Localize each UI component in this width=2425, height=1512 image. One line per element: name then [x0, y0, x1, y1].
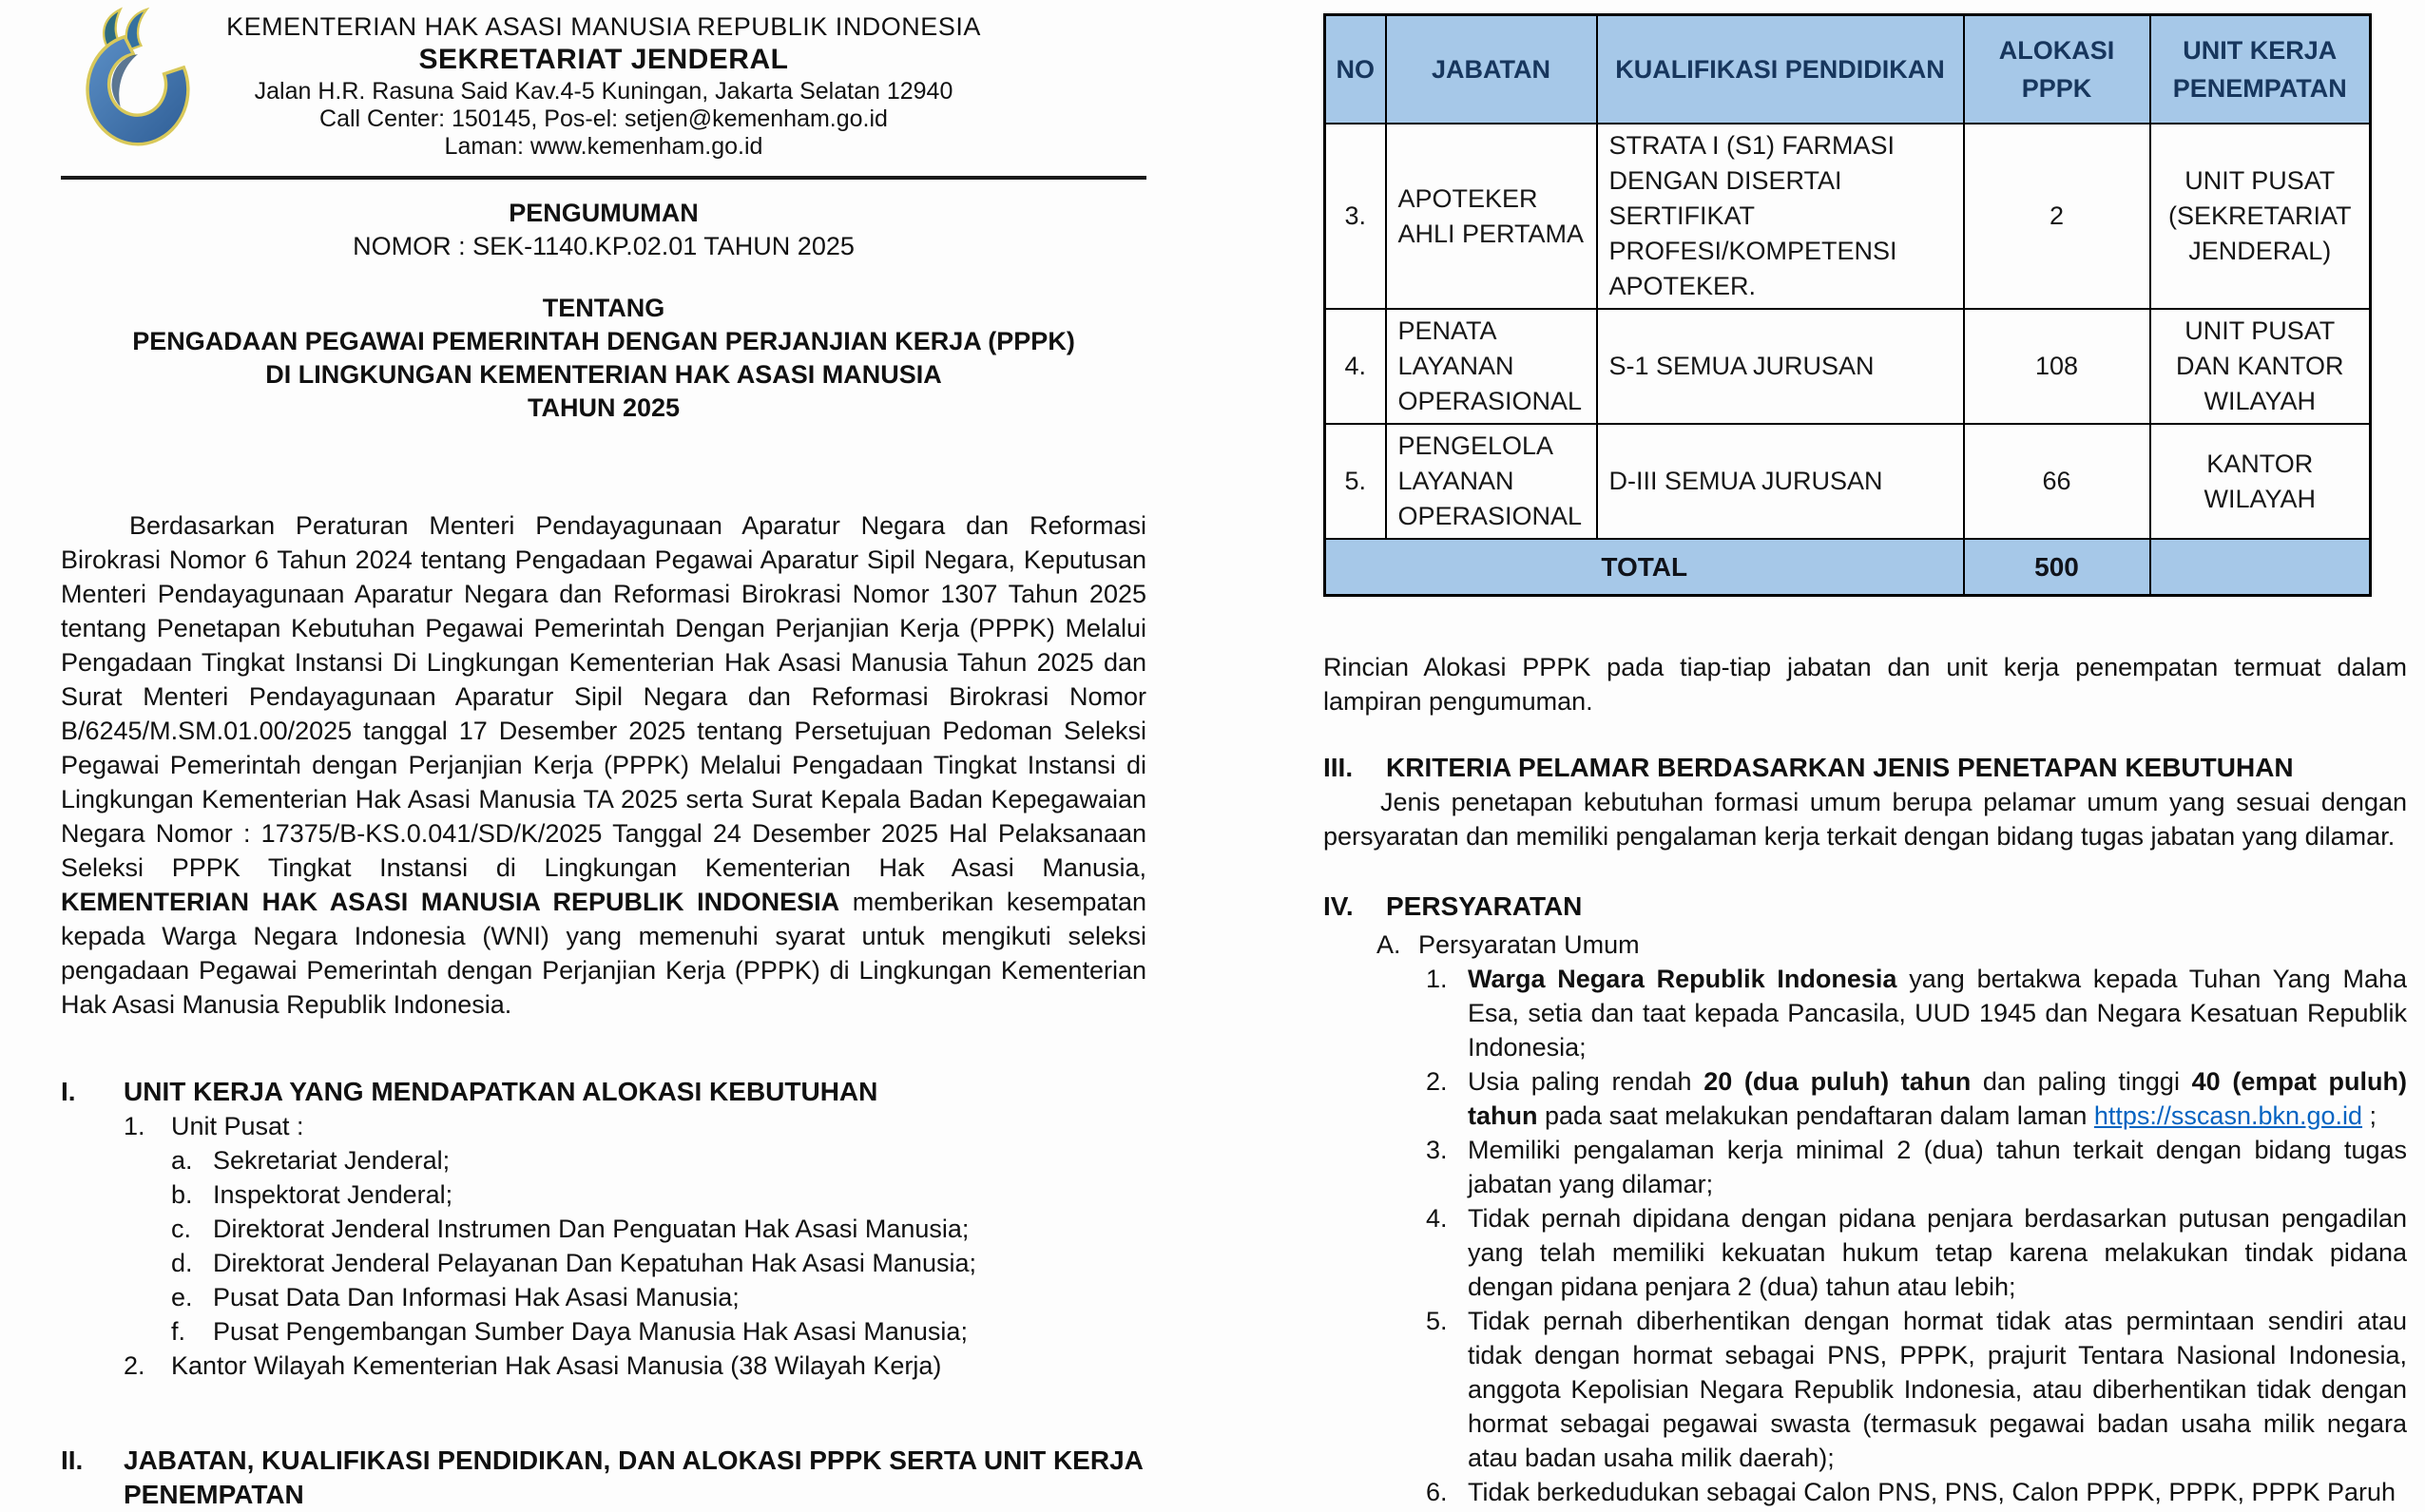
list-item-number: 2.: [124, 1351, 145, 1380]
section-4-heading: [1323, 890, 2407, 924]
list-item-letter: d.: [171, 1249, 193, 1277]
list-item: [171, 1246, 1146, 1280]
announcement-subject-3: TAHUN 2025: [527, 393, 681, 422]
list-item: [1426, 1064, 2407, 1133]
list-item: [171, 1143, 1146, 1177]
col-header-alokasi: ALOKASI PPPK: [1964, 15, 2150, 124]
total-value-cell: 500: [1964, 539, 2150, 596]
cell-kualifikasi: STRATA I (S1) FARMASI DENGAN DISERTAI SERTIFIKAT PROFESI/KOMPETENSI APOTEKER.: [1597, 124, 1964, 309]
col-header-kualifikasi: KUALIFIKASI PENDIDIKAN: [1597, 15, 1964, 124]
item2-p1: Usia paling rendah: [1468, 1067, 1704, 1096]
list-item-text: Tidak berkedudukan sebagai Calon PNS, PNS, Calon PPPK, PPPK, PPPK Paruh: [1468, 1478, 2396, 1506]
list-item-text: Tidak pernah dipidana dengan pidana penjara berdasarkan putusan pengadilan yang telah memiliki kekuatan hukum tetap karena melakukan tindak pidana dengan pidana penjara 2 (dua) tahun atau lebih;: [1468, 1204, 2407, 1301]
section-2-title: [124, 1444, 1144, 1512]
section-3-number: III.: [1323, 753, 1354, 782]
col-header-unit-kerja: UNIT KERJA PENEMPATAN: [2150, 15, 2371, 124]
list-item-text: Inspektorat Jenderal;: [213, 1180, 453, 1209]
sub-label-text: Persyaratan Umum: [1418, 930, 1640, 959]
persyaratan-list: [1426, 962, 2407, 1509]
cell-unit-kerja: UNIT PUSAT (SEKRETARIAT JENDERAL): [2150, 124, 2371, 309]
item1-bold: Warga Negara Republik Indonesia: [1468, 965, 1897, 993]
list-item: [1426, 1475, 2407, 1509]
list-item-text: Tidak pernah diberhentikan dengan hormat tidak atas permintaan sendiri atau tidak dengan hormat sebagai PNS, PPPK, prajurit Tentara Nasional Indonesia, anggota Kepolisian Negara Republik Indonesia, atau diberhentikan tidak dengan hormat sebagai pegawai swasta (termasuk pegawai badan usaha milik negara atau badan usaha milik daerah);: [1468, 1307, 2407, 1472]
cell-alokasi: 2: [1964, 124, 2150, 309]
list-item-text: [1468, 962, 2407, 1064]
letterhead-divider: [61, 176, 1146, 180]
announcement-heading: PENGUMUMAN: [509, 199, 699, 227]
item2-bold-min-age: 20 (dua puluh) tahun: [1703, 1067, 1972, 1096]
page-1: [61, 0, 1146, 1512]
list-item-number: 1.: [1426, 965, 1448, 993]
persyaratan-umum-label: [1376, 928, 2407, 962]
cell-jabatan: PENATA LAYANAN OPERASIONAL: [1386, 309, 1597, 424]
table-total-row: [1325, 539, 2371, 596]
list-item: [1426, 1133, 2407, 1201]
ministry-logo: [72, 4, 203, 162]
sub-label-letter: A.: [1376, 930, 1401, 959]
list-item-text: Pusat Pengembangan Sumber Daya Manusia Hak Asasi Manusia;: [213, 1317, 968, 1346]
list-item-text: Kantor Wilayah Kementerian Hak Asasi Manusia (38 Wilayah Kerja): [171, 1351, 942, 1380]
secretariat-name: SEKRETARIAT JENDERAL: [418, 44, 789, 75]
list-item: [1426, 962, 2407, 1064]
section-2-number: II.: [61, 1445, 84, 1475]
col-header-jabatan: JABATAN: [1386, 15, 1597, 124]
table-row: [1325, 124, 2371, 309]
cell-jabatan: APOTEKER AHLI PERTAMA: [1386, 124, 1597, 309]
announcement-number: NOMOR : SEK-1140.KP.02.01 TAHUN 2025: [353, 232, 855, 260]
item1-rest: yang bertakwa kepada Tuhan Yang Maha Esa, setia dan taat kepada Pancasila, UUD 1945 dan Negara Kesatuan Republik Indonesia;: [1468, 965, 2407, 1062]
opening-text-bold: KEMENTERIAN HAK ASASI MANUSIA REPUBLIK INDONESIA: [61, 888, 840, 916]
cell-no: 5.: [1325, 424, 1386, 539]
total-label-cell: TOTAL: [1325, 539, 1964, 596]
section-2-title-line1: JABATAN, KUALIFIKASI PENDIDIKAN, DAN ALOKASI PPPK SERTA UNIT KERJA: [124, 1445, 1144, 1475]
table-row: [1325, 424, 2371, 539]
section-1-number: I.: [61, 1077, 76, 1106]
list-item-number: 4.: [1426, 1204, 1448, 1233]
list-item: [171, 1314, 1146, 1349]
section-4-number: IV.: [1323, 891, 1354, 921]
list-item-number: 5.: [1426, 1307, 1448, 1335]
list-item-letter: a.: [171, 1146, 193, 1175]
cell-no: 4.: [1325, 309, 1386, 424]
list-item-number: 1.: [124, 1112, 145, 1140]
cell-unit-kerja: UNIT PUSAT DAN KANTOR WILAYAH: [2150, 309, 2371, 424]
list-item-text: [1468, 1064, 2407, 1133]
unit-kerja-list: [124, 1109, 1146, 1383]
announcement-subject-1: PENGADAAN PEGAWAI PEMERINTAH DENGAN PERJANJIAN KERJA (PPPK): [132, 327, 1075, 355]
list-item-letter: c.: [171, 1215, 192, 1243]
letterhead: [61, 0, 1146, 161]
table-row: [1325, 309, 2371, 424]
section-1-heading: [61, 1075, 1146, 1109]
cell-no: 3.: [1325, 124, 1386, 309]
address-line: Jalan H.R. Rasuna Said Kav.4-5 Kuningan, Jakarta Selatan 12940: [254, 78, 953, 105]
cell-alokasi: 66: [1964, 424, 2150, 539]
section-2-title-line2: PENEMPATAN: [124, 1480, 304, 1509]
ministry-name: KEMENTERIAN HAK ASASI MANUSIA REPUBLIK INDONESIA: [226, 12, 981, 41]
section-3-title: KRITERIA PELAMAR BERDASARKAN JENIS PENETAPAN KEBUTUHAN: [1386, 753, 2294, 782]
document-title-block: [61, 197, 1146, 425]
list-item: [171, 1177, 1146, 1212]
cell-kualifikasi: S-1 SEMUA JURUSAN: [1597, 309, 1964, 424]
table-header-row: [1325, 15, 2371, 124]
opening-text-post: memberikan kesempatan kepada Warga Negara Indonesia (WNI) yang memenuhi syarat untuk mengikuti seleksi pengadaan Pegawai Pemerintah dengan Perjanjian Kerja (PPPK) di Lingkungan Kementerian Hak Asasi Manusia Republik Indonesia.: [61, 888, 1146, 1019]
list-item-text: Memiliki pengalaman kerja minimal 2 (dua) tahun terkait dengan bidang tugas jabatan yang dilamar;: [1468, 1136, 2407, 1198]
col-header-no: NO: [1325, 15, 1386, 124]
list-item-text: Direktorat Jenderal Pelayanan Dan Kepatuhan Hak Asasi Manusia;: [213, 1249, 976, 1277]
item2-p3: pada saat melakukan pendaftaran dalam laman: [1537, 1101, 2094, 1130]
section-1-title: UNIT KERJA YANG MENDAPATKAN ALOKASI KEBUTUHAN: [124, 1077, 878, 1106]
cell-kualifikasi: D-III SEMUA JURUSAN: [1597, 424, 1964, 539]
announcement-about: TENTANG: [542, 294, 665, 322]
list-item-letter: f.: [171, 1317, 186, 1346]
section-3-body: Jenis penetapan kebutuhan formasi umum berupa pelamar umum yang sesuai dengan persyaratan dan memiliki pengalaman kerja terkait dengan bidang tugas jabatan yang dilamar.: [1323, 788, 2407, 851]
allocation-table: [1323, 13, 2372, 597]
announcement-subject-2: DI LINGKUNGAN KEMENTERIAN HAK ASASI MANUSIA: [265, 360, 942, 389]
unit-pusat-sublist: [171, 1143, 1146, 1349]
list-item: [171, 1280, 1146, 1314]
list-item-text: Unit Pusat :: [171, 1112, 304, 1140]
list-item: [124, 1349, 1146, 1383]
list-item: [1426, 1304, 2407, 1475]
list-item-number: 3.: [1426, 1136, 1448, 1164]
allocation-note: Rincian Alokasi PPPK pada tiap-tiap jabatan dan unit kerja penempatan termuat dalam lampiran pengumuman.: [1323, 653, 2407, 716]
list-item-number: 6.: [1426, 1478, 1448, 1506]
cell-alokasi: 108: [1964, 309, 2150, 424]
sscasn-link[interactable]: https://sscasn.bkn.go.id: [2093, 1101, 2363, 1130]
cell-jabatan: PENGELOLA LAYANAN OPERASIONAL: [1386, 424, 1597, 539]
item2-p4: ;: [2362, 1101, 2377, 1130]
total-empty-cell: [2150, 539, 2371, 596]
item2-p2: dan paling tinggi: [1971, 1067, 2192, 1096]
page-2: [1323, 13, 2407, 1509]
section-3-heading: [1323, 751, 2407, 785]
opening-paragraph: [61, 508, 1146, 1022]
list-item: [124, 1109, 1146, 1143]
item2-bold-max-age: 40 (empat puluh) tahun: [1468, 1067, 2408, 1130]
list-item-number: 2.: [1426, 1067, 1448, 1096]
section-4-title: PERSYARATAN: [1386, 891, 1583, 921]
section-2-heading: [61, 1444, 1146, 1512]
contact-line: Call Center: 150145, Pos-el: setjen@kemenham.go.id: [319, 105, 888, 132]
list-item: [171, 1212, 1146, 1246]
opening-text-pre: Berdasarkan Peraturan Menteri Pendayagunaan Aparatur Negara dan Reformasi Birokrasi Nomor 6 Tahun 2024 tentang Pengadaan Pegawai Aparatur Sipil Negara, Keputusan Menteri Pendayagunaan Aparatur Negara dan Reformasi Birokrasi Nomor 1307 Tahun 2025 tentang Penetapan Kebutuhan Pegawai Pemerintah Dengan Perjanjian Kerja (PPPK) Melalui Pengadaan Tingkat Instansi Di Lingkungan Kementerian Hak Asasi Manusia Tahun 2025 dan Surat Menteri Pendayagunaan Aparatur Sipil Negara dan Reformasi Birokrasi Nomor B/6245/M.SM.01.00/2025 tanggal 17 Desember 2025 tentang Persetujuan Pedoman Seleksi Pegawai Pemerintah dengan Perjanjian Kerja (PPPK) Melalui Pengadaan Tingkat Instansi di Lingkungan Kementerian Hak Asasi Manusia TA 2025 serta Surat Kepala Badan Kepegawaian Negara Nomor : 17375/B-KS.0.041/SD/K/2025 Tanggal 24 Desember 2025 Hal Pelaksanaan Seleksi PPPK Tingkat Instansi di Lingkungan Kementerian Hak Asasi Manusia,: [61, 511, 1146, 882]
website-line: Laman: www.kemenham.go.id: [444, 133, 763, 160]
list-item-text: Direktorat Jenderal Instrumen Dan Penguatan Hak Asasi Manusia;: [213, 1215, 970, 1243]
list-item-text: Pusat Data Dan Informasi Hak Asasi Manusia;: [213, 1283, 740, 1311]
list-item-text: Sekretariat Jenderal;: [213, 1146, 451, 1175]
list-item-letter: e.: [171, 1283, 193, 1311]
list-item-letter: b.: [171, 1180, 193, 1209]
list-item: [1426, 1201, 2407, 1304]
cell-unit-kerja: KANTOR WILAYAH: [2150, 424, 2371, 539]
